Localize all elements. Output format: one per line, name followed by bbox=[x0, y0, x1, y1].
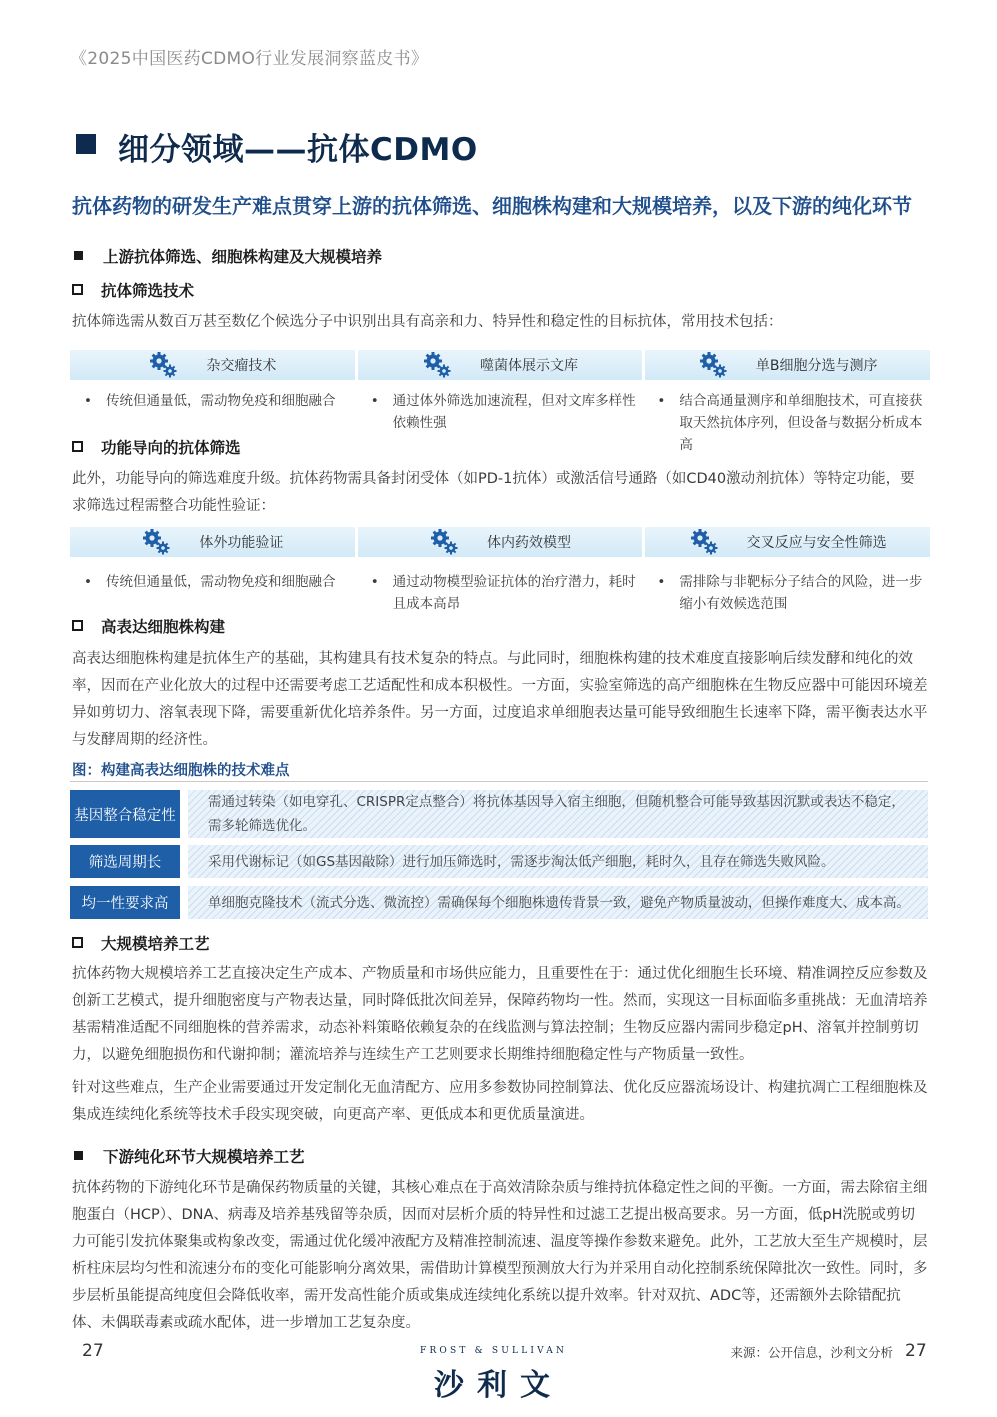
tech-head-hybridoma: 杂交瘤技术 bbox=[70, 350, 355, 380]
cell-line-paragraph: 高表达细胞株构建是抗体生产的基础，其构建具有技术复杂的特点。与此同时，细胞株构建的技术难度直接影响后续发酵和纯化的效率，因而在产业化放大的过程中还需要考虑工艺适配性和成本积极性。一方面，实验室筛选的高产细胞株在生物反应器中可能因环境差异如剪切力、溶氧表现下降，需要重新优化培养条件。另一方面，过度追求单细胞表达量可能导致细胞生长速率下降，需平衡表达水平与发酵周期的经济性。 bbox=[72, 651, 928, 748]
hollow-square-bullet bbox=[72, 284, 83, 295]
document-title: 《2025中国医药CDMO行业发展洞察蓝皮书》 bbox=[70, 49, 429, 69]
tech-head-cross-reactivity: 交叉反应与安全性筛选 bbox=[645, 527, 930, 557]
tech-head-in-vitro: 体外功能验证 bbox=[70, 527, 355, 557]
filled-square-bullet bbox=[74, 251, 83, 260]
screening-intro: 抗体筛选需从数百万甚至数亿个候选分子中识别出具有高亲和力、特异性和稳定性的目标抗体，常用技术包括： bbox=[72, 314, 783, 330]
source-note: 来源：公开信息，沙利文分析 bbox=[730, 1345, 893, 1360]
section-title: 细分领域——抗体CDMO bbox=[118, 132, 478, 168]
page-subtitle: 抗体药物的研发生产难点贯穿上游的抗体筛选、细胞株构建和大规模培养，以及下游的纯化环节 bbox=[72, 194, 912, 218]
heading-cell-line: 高表达细胞株构建 bbox=[72, 615, 225, 637]
heading-downstream: 下游纯化环节大规模培养工艺 bbox=[74, 1145, 305, 1167]
tech-head-in-vivo: 体内药效模型 bbox=[358, 527, 643, 557]
hollow-square-bullet bbox=[72, 937, 83, 948]
figure-title: 图：构建高表达细胞株的技术难点 bbox=[72, 763, 290, 779]
hollow-square-bullet bbox=[72, 441, 83, 452]
functional-tech-row bbox=[70, 527, 930, 557]
list-item: • 需排除与非靶标分子结合的风险，进一步缩小有效候选范围 bbox=[657, 574, 923, 612]
list-item: • 通过动物模型验证抗体的治疗潜力，耗时且成本高昂 bbox=[370, 574, 636, 612]
downstream-paragraph: 抗体药物的下游纯化环节是确保药物质量的关键，其核心难点在于高效清除杂质与维持抗体稳定性之间的平衡。一方面，需去除宿主细胞蛋白（HCP）、DNA、病毒及培养基残留等杂质，因而对层析介质的特异性和过滤工艺提出极高要求。另一方面，低pH洗脱或剪切力可能引发抗体聚集或构象改变，需通过优化缓冲液配方及精准控制流速、温度等操作参数来避免。此外，工艺放大至生产规模时，层析柱床层均匀性和流速分布的变化可能影响分离效果，需借助计算模型预测放大行为并采用自动化控制系统保障批次一致性。同时，多步层析虽能提高纯度但会降低收率，需开发高性能介质或集成连续纯化系统以提升效率。针对双抗、ADC等，还需额外去除错配抗体、未偶联毒素或疏水配体，进一步增加工艺复杂度。 bbox=[72, 1180, 928, 1331]
gears-icon bbox=[148, 351, 178, 379]
large-scale-paragraph-2: 针对这些难点，生产企业需要通过开发定制化无血清配方、应用多参数协同控制算法、优化反应器流场设计、构建抗凋亡工程细胞株及集成连续纯化系统等技术手段实现突破，向更高产率、更低成本和更优质量演进。 bbox=[72, 1080, 928, 1123]
page-number-right: 27 bbox=[905, 1341, 927, 1361]
heading-upstream: 上游抗体筛选、细胞株构建及大规模培养 bbox=[74, 245, 382, 267]
functional-intro: 此外，功能导向的筛选难度升级。抗体药物需具备封闭受体（如PD-1抗体）或激活信号通路（如CD40激动剂抗体）等特定功能，要求筛选过程需整合功能性验证： bbox=[72, 471, 915, 514]
gears-icon bbox=[422, 351, 452, 379]
difficulty-label: 均一性要求高 bbox=[70, 886, 180, 919]
list-item: • 传统但通量低，需动物免疫和细胞融合 bbox=[84, 574, 336, 590]
difficulty-row bbox=[70, 845, 928, 878]
figure-divider bbox=[70, 781, 928, 782]
difficulty-label: 基因整合稳定性 bbox=[70, 790, 180, 838]
large-scale-paragraph-1: 抗体药物大规模培养工艺直接决定生产成本、产物质量和市场供应能力，且重要性在于：通过优化细胞生长环境、精准调控反应参数及创新工艺模式，提升细胞密度与产物表达量，同时降低批次间差异，保障药物均一性。然而，实现这一目标面临多重挑战：无血清培养基需精准适配不同细胞株的营养需求，动态补料策略依赖复杂的在线监测与算法控制；生物反应器内需同步稳定pH、溶氧并控制剪切力，以避免细胞损伤和代谢抑制；灌流培养与连续生产工艺则要求长期维持细胞稳定性与产物质量一致性。 bbox=[72, 966, 928, 1063]
list-item: • 传统但通量低，需动物免疫和细胞融合 bbox=[84, 393, 336, 409]
heading-large-scale: 大规模培养工艺 bbox=[72, 932, 210, 954]
hollow-square-bullet bbox=[72, 620, 83, 631]
gears-icon bbox=[698, 351, 728, 379]
difficulty-text: 采用代谢标记（如GS基因敲除）进行加压筛选时，需逐步淘汰低产细胞，耗时久，且存在筛选失败风险。 bbox=[188, 845, 928, 878]
page-number-left: 27 bbox=[82, 1341, 104, 1361]
section-marker bbox=[76, 134, 96, 154]
logo-wordmark: FROST & SULLIVAN bbox=[420, 1346, 568, 1356]
functional-desc-row bbox=[70, 571, 930, 615]
difficulty-row bbox=[70, 886, 928, 919]
gears-icon bbox=[689, 528, 719, 556]
heading-antibody-screening: 抗体筛选技术 bbox=[72, 279, 194, 301]
list-item: • 通过体外筛选加速流程，但对文库多样性依赖性强 bbox=[370, 393, 636, 431]
difficulty-row bbox=[70, 790, 928, 838]
difficulty-text: 需通过转染（如电穿孔、CRISPR定点整合）将抗体基因导入宿主细胞，但随机整合可能导致基因沉默或表达不稳定，需多轮筛选优化。 bbox=[188, 790, 928, 838]
gears-icon bbox=[141, 528, 171, 556]
difficulty-text: 单细胞克隆技术（流式分选、微流控）需确保每个细胞株遗传背景一致，避免产物质量波动，但操作难度大、成本高。 bbox=[188, 886, 928, 919]
filled-square-bullet bbox=[74, 1151, 83, 1160]
difficulty-label: 筛选周期长 bbox=[70, 845, 180, 878]
tech-head-single-b-cell: 单B细胞分选与测序 bbox=[645, 350, 930, 380]
heading-functional-screening: 功能导向的抗体筛选 bbox=[72, 436, 241, 458]
gears-icon bbox=[429, 528, 459, 556]
tech-head-phage-display: 噬菌体展示文库 bbox=[358, 350, 643, 380]
screening-tech-row bbox=[70, 350, 930, 380]
list-item: • 结合高通量测序和单细胞技术，可直接获取天然抗体序列，但设备与数据分析成本高 bbox=[657, 393, 923, 453]
logo-chinese: 沙利文 bbox=[434, 1368, 563, 1403]
